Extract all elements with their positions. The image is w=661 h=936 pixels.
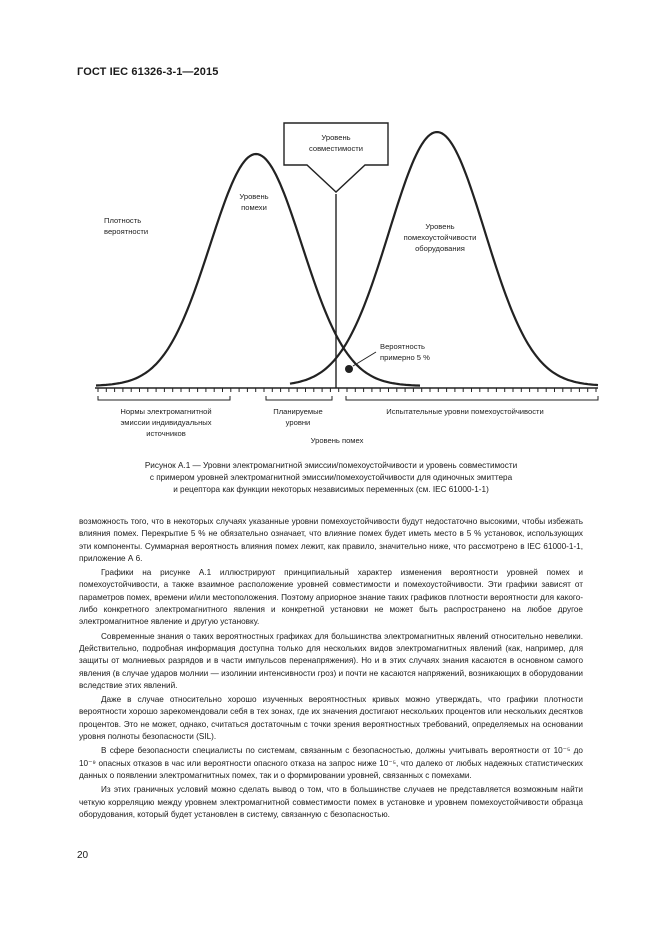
page-number: 20	[77, 850, 89, 861]
planned-label-1: Планируемые	[273, 407, 323, 416]
paragraph: В сфере безопасности специалисты по системам, связанным с безопасностью, должны учитывать вероятности от 10⁻⁵ до 10⁻⁹ опасных отказов в час или вероятности опасного отказа на запрос ниже 10⁻⁵, что далеко от любых надежных статистических данных о появлении электромагнитных помех, так и о формировании уровней, связанных с помехами.	[79, 746, 583, 780]
document-header: ГОСТ IEC 61326-3-1—2015	[77, 66, 219, 78]
overlap-point	[345, 365, 353, 373]
density-label-1: Плотность	[104, 216, 142, 225]
immunity-label-1: Уровень	[425, 222, 455, 231]
planned-label-2: уровни	[285, 418, 311, 427]
probability-density-figure	[0, 0, 661, 460]
planned-bracket	[266, 396, 332, 400]
interference-curve	[96, 154, 420, 386]
interference-label-1: Уровень	[239, 192, 269, 201]
body-text	[79, 516, 583, 823]
caption-line: Рисунок А.1 — Уровни электромагнитной эмиссии/помехоустойчивости и уровень совместимости	[144, 461, 518, 470]
emission-label-2: эмиссии индивидуальных	[120, 418, 212, 427]
figure-caption	[90, 460, 572, 496]
emission-label-3: источников	[146, 429, 186, 438]
compatibility-label-1: Уровень	[321, 133, 351, 142]
immunity-label-2: помехоустойчивости	[403, 233, 477, 242]
paragraph: Из этих граничных условий можно сделать вывод о том, что в большинстве случаев не представляется возможным найти четкую корреляцию между уровнем электромагнитной совместимости помех в установке и уровнем помехоустойчивости образца оборудования, который будет установлен в систему, связанную с безопасностью.	[79, 785, 583, 819]
immunity-label-3: оборудования	[415, 244, 465, 253]
interference-axis-label: Уровень помех	[310, 436, 364, 445]
probability-label-1: Вероятность	[380, 342, 425, 351]
test-levels-label: Испытательные уровни помехоустойчивости	[386, 407, 544, 416]
paragraph: Графики на рисунке А.1 иллюстрируют принципиальный характер изменения вероятности уровней помех и помехоустойчивости, а также взаимное расположение уровней совместимости и помехоустойчивости. Эти графики зависят от параметров помех, времени и/или местоположения. Поэтому априорное знание таких графиков плотности вероятности для какого-либо конкретного электромагнитного явления и конкретной установки не может быть распространено на любое другое электромагнитное явление и другую установку.	[79, 568, 583, 627]
overlap-pointer	[353, 352, 376, 366]
compatibility-label-2: совместимости	[309, 144, 363, 153]
emission-label-1: Нормы электромагнитной	[120, 407, 212, 416]
emission-bracket	[98, 396, 230, 400]
interference-label-2: помехи	[241, 203, 267, 212]
test-bracket	[346, 396, 598, 400]
paragraph: Даже в случае относительно хорошо изученных вероятностных кривых можно утверждать, что графики плотности вероятности хорошо зарекомендовали себя в тех зонах, где их значения достигают нескольких процентов или нескольких десятков процентов. Это не может, однако, считаться достаточным с точки зрения вероятностных требований, определяемых на основании уровня полноты безопасности (SIL).	[79, 695, 583, 742]
paragraph: Современные знания о таких вероятностных графиках для большинства электромагнитных явлений относительно невелики. Действительно, подробная информация доступна только для нескольких видов электромагнитных явлений (как, например, для защиты от молниевых разрядов и в части импульсов перенапряжения). Но и в этих случаях знания касаются в основном самого явления (в случае ударов молнии — изолинии интенсивности гроз) и почти не касаются напряжений, возникающих в оборудовании вследствие этих явлений.	[79, 631, 583, 690]
caption-line: и рецептора как функции некоторых независимых переменных (см. IEC 61000-1-1)	[173, 485, 489, 494]
paragraph: возможность того, что в некоторых случаях указанные уровни помехоустойчивости будут недостаточно высокими, чтобы избежать влияния помех. Перекрытие 5 % не обязательно означает, что влияние помех будет иметь место в 5 % установок, использующих эти компоненты. Суммарная вероятность влияния помех лежит, как правило, значительно ниже, что рассмотрено в IEC 61000-1-1, приложение А 6.	[79, 517, 583, 563]
caption-line: с примером уровней электромагнитной эмиссии/помехоустойчивости для одиночных эмиттера	[149, 473, 513, 482]
density-label-2: вероятности	[104, 227, 149, 236]
probability-label-2: примерно 5 %	[380, 353, 430, 362]
axis-ticks	[98, 388, 596, 392]
